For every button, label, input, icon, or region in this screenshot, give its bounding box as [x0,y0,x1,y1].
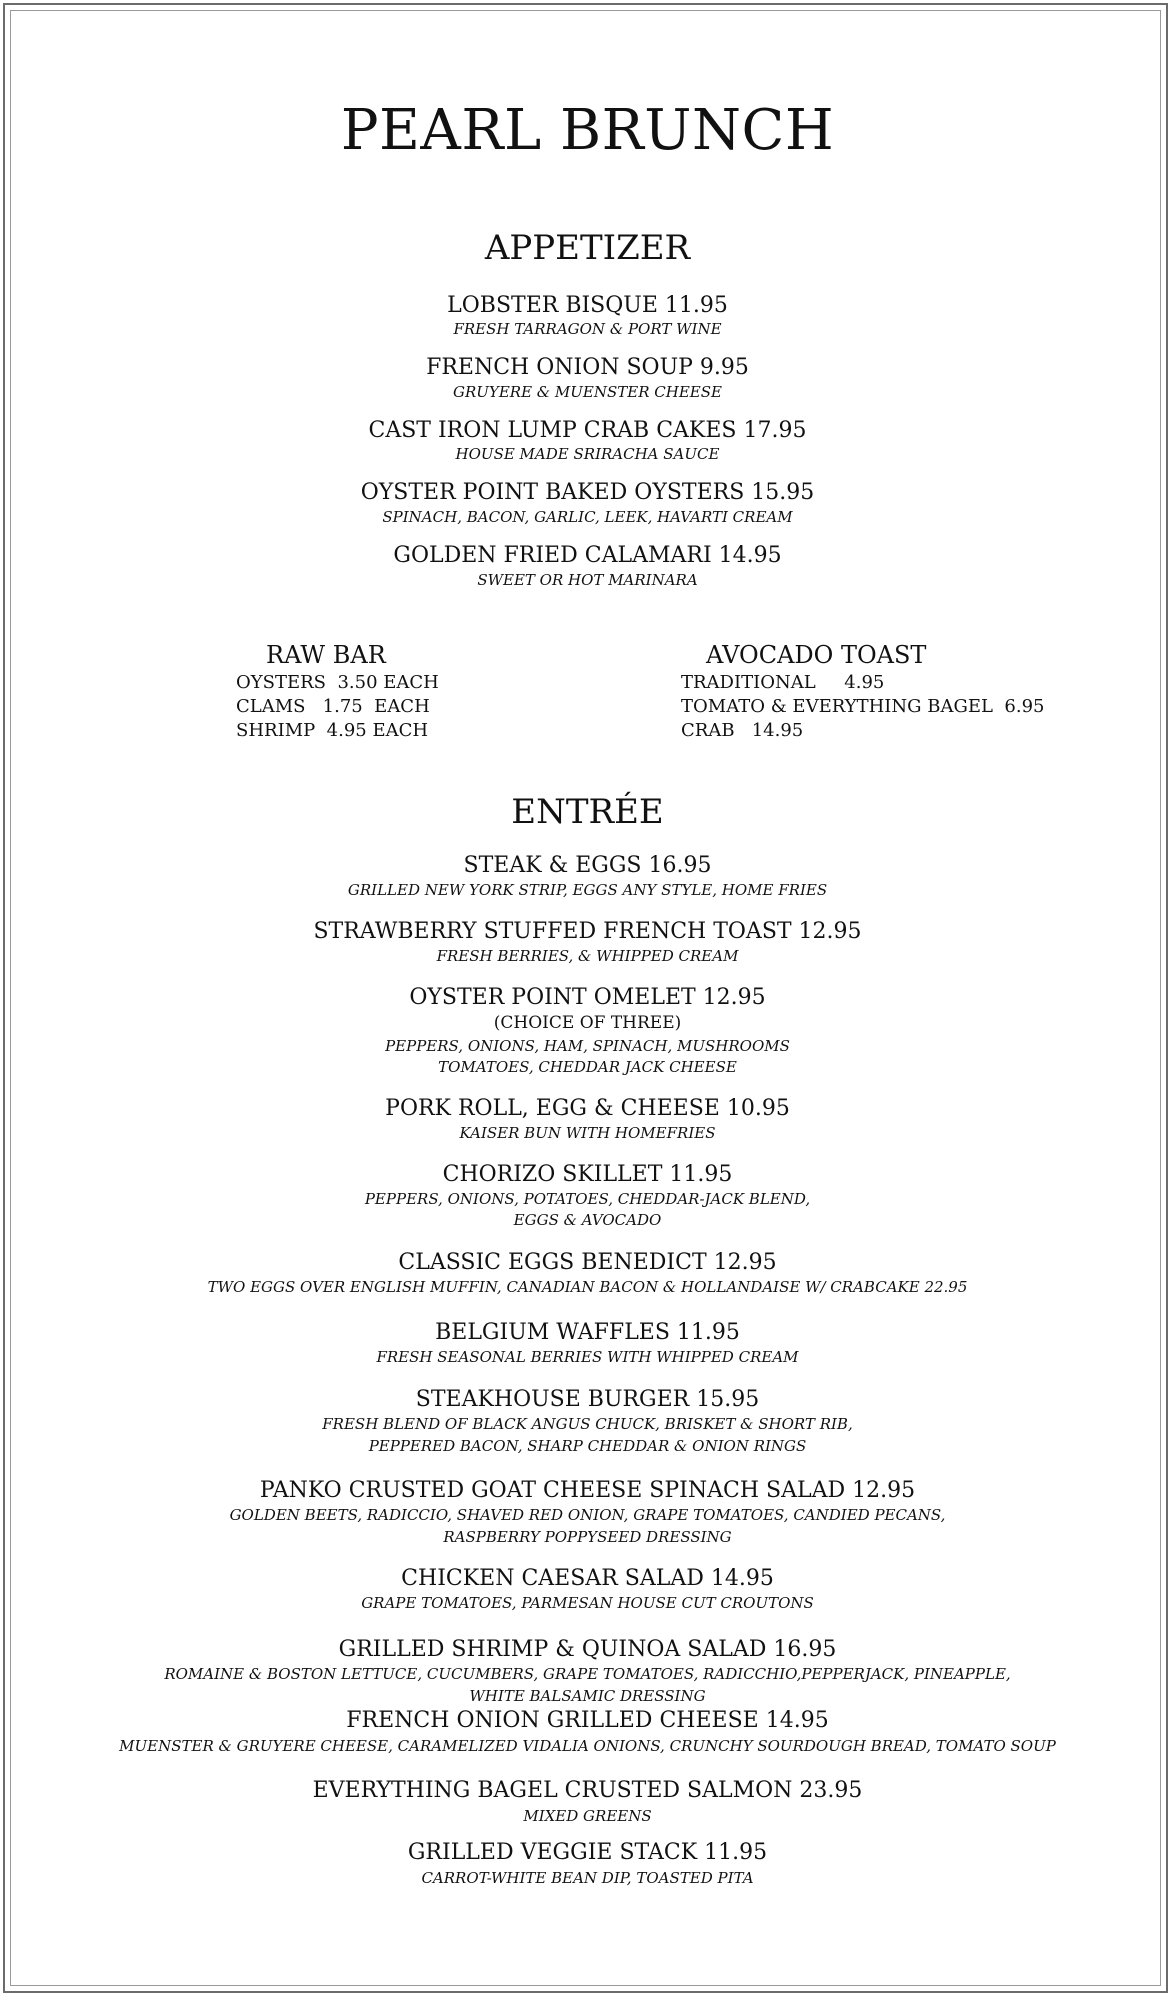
entree-item-name: STEAKHOUSE BURGER 15.95 [415,1387,760,1412]
entree-item-desc: PEPPERS, ONIONS, HAM, SPINACH, MUSHROOMS [385,1037,790,1055]
appetizer-item-desc: FRESH TARRAGON & PORT WINE [453,320,722,338]
entree-item-name: STEAK & EGGS 16.95 [463,853,712,878]
entree-item-desc: PEPPERS, ONIONS, POTATOES, CHEDDAR-JACK BLEND, [364,1190,811,1208]
entree-item-desc: RASPBERRY POPPYSEED DRESSING [443,1528,732,1546]
appetizer-heading: APPETIZER [484,228,691,268]
entree-item-name: FRENCH ONION GRILLED CHEESE 14.95 [346,1708,829,1733]
appetizer-item-name: GOLDEN FRIED CALAMARI 14.95 [393,543,782,568]
raw-bar-row: CLAMS 1.75 EACH [236,696,430,717]
avocado-toast-row: TOMATO & EVERYTHING BAGEL 6.95 [681,696,1045,717]
appetizer-item-name: OYSTER POINT BAKED OYSTERS 15.95 [360,480,815,505]
entree-item-desc: GOLDEN BEETS, RADICCIO, SHAVED RED ONION, GRAPE TOMATOES, CANDIED PECANS, [229,1506,946,1524]
entree-item-name: PANKO CRUSTED GOAT CHEESE SPINACH SALAD 12.95 [259,1478,916,1503]
entree-item-desc: PEPPERED BACON, SHARP CHEDDAR & ONION RINGS [368,1437,807,1455]
appetizer-item-desc: SWEET OR HOT MARINARA [477,571,698,589]
appetizer-item-name: CAST IRON LUMP CRAB CAKES 17.95 [368,418,807,443]
entree-item-desc: GRAPE TOMATOES, PARMESAN HOUSE CUT CROUTONS [361,1594,814,1612]
raw-bar-section [236,641,439,743]
entree-item-name: GRILLED VEGGIE STACK 11.95 [407,1840,768,1865]
entree-item-desc: FRESH SEASONAL BERRIES WITH WHIPPED CREAM [376,1348,799,1366]
entree-item-name: OYSTER POINT OMELET 12.95 [409,985,766,1010]
entree-item-note: (CHOICE OF THREE) [493,1013,682,1033]
avocado-toast-section [681,641,1044,743]
entree-item-name: BELGIUM WAFFLES 11.95 [435,1320,740,1345]
menu-title: PEARL BRUNCH [340,98,835,163]
entree-item-desc: MUENSTER & GRUYERE CHEESE, CARAMELIZED VIDALIA ONIONS, CRUNCHY SOURDOUGH BREAD, TOMATO SOUP [119,1737,1056,1755]
entree-item-name: PORK ROLL, EGG & CHEESE 10.95 [385,1096,790,1121]
appetizer-item-name: FRENCH ONION SOUP 9.95 [426,355,749,380]
entree-item-name: CHICKEN CAESAR SALAD 14.95 [401,1566,774,1591]
appetizer-item-name: LOBSTER BISQUE 11.95 [447,293,728,318]
entree-item-name: STRAWBERRY STUFFED FRENCH TOAST 12.95 [313,919,862,944]
entree-item-desc: MIXED GREENS [523,1807,652,1825]
entree-item-desc: EGGS & AVOCADO [513,1211,662,1229]
entree-item-desc: WHITE BALSAMIC DRESSING [469,1687,706,1705]
entree-item-desc: KAISER BUN WITH HOMEFRIES [459,1124,716,1142]
avocado-toast-heading: AVOCADO TOAST [706,641,927,669]
avocado-toast-row: CRAB 14.95 [681,720,804,741]
entree-item-desc: TWO EGGS OVER ENGLISH MUFFIN, CANADIAN BACON & HOLLANDAISE W/ CRABCAKE 22.95 [207,1278,968,1296]
entree-item-desc: FRESH BLEND OF BLACK ANGUS CHUCK, BRISKET & SHORT RIB, [322,1415,853,1433]
raw-bar-row: OYSTERS 3.50 EACH [236,672,439,693]
entree-item-desc: ROMAINE & BOSTON LETTUCE, CUCUMBERS, GRAPE TOMATOES, RADICCHIO,PEPPERJACK, PINEAPPLE, [164,1665,1011,1683]
entree-heading: ENTRÉE [511,792,664,832]
appetizer-item-desc: SPINACH, BACON, GARLIC, LEEK, HAVARTI CREAM [382,508,793,526]
entree-item-name: GRILLED SHRIMP & QUINOA SALAD 16.95 [338,1637,837,1662]
entree-item-name: CLASSIC EGGS BENEDICT 12.95 [398,1250,777,1275]
raw-bar-heading: RAW BAR [266,641,386,669]
avocado-toast-row: TRADITIONAL 4.95 [681,672,885,693]
entree-item-desc: TOMATOES, CHEDDAR JACK CHEESE [438,1058,737,1076]
entree-item-desc: GRILLED NEW YORK STRIP, EGGS ANY STYLE, HOME FRIES [347,881,828,899]
entree-item-desc: CARROT-WHITE BEAN DIP, TOASTED PITA [421,1869,754,1887]
raw-bar-row: SHRIMP 4.95 EACH [236,720,429,741]
entree-item-name: EVERYTHING BAGEL CRUSTED SALMON 23.95 [312,1778,863,1803]
appetizer-item-desc: HOUSE MADE SRIRACHA SAUCE [455,445,720,463]
entree-item-desc: FRESH BERRIES, & WHIPPED CREAM [436,947,739,965]
appetizer-item-desc: GRUYERE & MUENSTER CHEESE [453,383,722,401]
entree-item-name: CHORIZO SKILLET 11.95 [442,1162,733,1187]
